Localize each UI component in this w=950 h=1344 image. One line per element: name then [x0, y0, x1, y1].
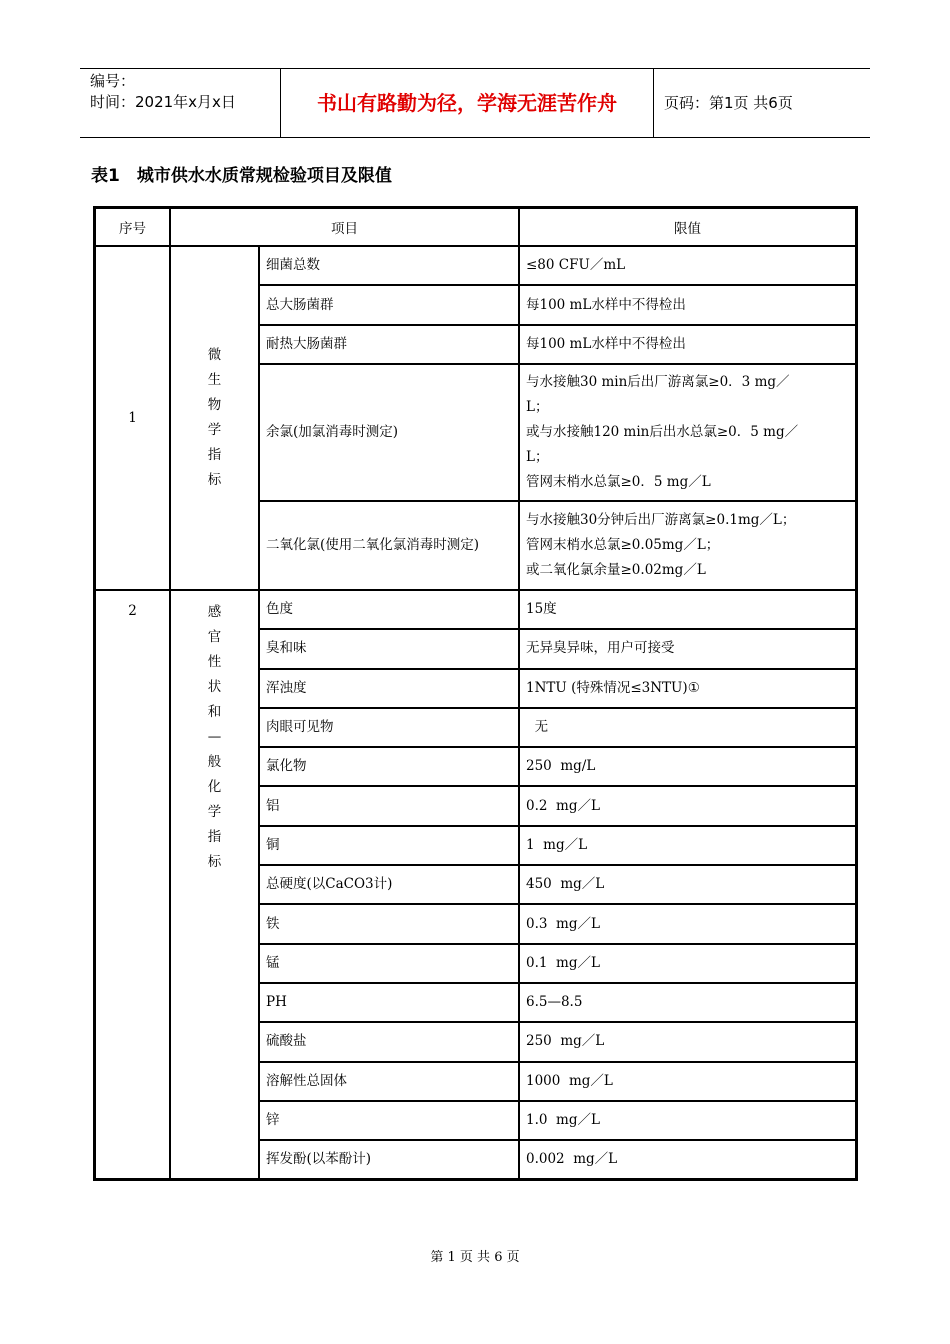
item-cell: 耐热大肠菌群 [260, 326, 520, 365]
limit-cell [520, 286, 857, 326]
header-item: 项目 [171, 209, 520, 247]
limit-cell: 6.5—8.5 [520, 984, 857, 1023]
category-cell [171, 591, 260, 1180]
item-cell: 色度 [260, 591, 520, 630]
page-footer: 第 1 页 共 6 页 [430, 1250, 520, 1265]
limit-cell: 250 mg/L [520, 748, 857, 787]
limit-line: L； [526, 449, 549, 465]
item-cell: 铜 [260, 827, 520, 866]
category-char: 标 [207, 472, 222, 488]
item-cell: 余氯(加氯消毒时测定) [260, 365, 520, 502]
table-row [96, 591, 857, 630]
header-seq: 序号 [96, 209, 171, 247]
limit-cell: 1000 mg／L [520, 1063, 857, 1102]
item-cell: 锌 [260, 1102, 520, 1141]
category-char: 官 [207, 629, 222, 645]
header-limit: 限值 [520, 209, 857, 247]
limit-cell: 1.0 mg／L [520, 1102, 857, 1141]
category-char: 和 [207, 704, 222, 720]
limit-line: 管网末梢水总氯≥0．5 mg／L [526, 474, 711, 490]
table-header-row [96, 209, 857, 247]
category-char: 化 [207, 779, 222, 795]
category-char: 微 [207, 347, 222, 363]
item-cell: 硫酸盐 [260, 1023, 520, 1062]
item-cell: 锰 [260, 945, 520, 984]
document-header [80, 68, 870, 138]
category-char: 指 [207, 829, 222, 845]
limit-cell [520, 365, 857, 502]
limit-cell [520, 502, 857, 591]
item-cell: 挥发酚(以苯酚计) [260, 1141, 520, 1180]
item-cell: 氯化物 [260, 748, 520, 787]
limit-line: 或与水接触120 min后出水总氯≥0．5 mg／ [526, 424, 799, 440]
limit-cell [520, 247, 857, 286]
category-cell [171, 247, 260, 591]
item-cell: 肉眼可见物 [260, 709, 520, 748]
limit-cell: 1NTU (特殊情况≤3NTU)① [520, 670, 857, 709]
item-cell: 总硬度(以CaCO3计) [260, 866, 520, 905]
limit-line: L； [526, 399, 549, 415]
number-label: 编号： [90, 72, 136, 90]
seq-cell: 2 [96, 591, 171, 1180]
limit-cell: 无 [520, 709, 857, 748]
item-cell: 二氧化氯(使用二氧化氯消毒时测定) [260, 502, 520, 591]
limit-cell: 1 mg／L [520, 827, 857, 866]
limit-cell: 15度 [520, 591, 857, 630]
category-char: 学 [207, 422, 222, 438]
limit-cell: 450 mg／L [520, 866, 857, 905]
time-label: 时间：2021年x月x日 [90, 93, 236, 111]
limit-cell: 0.1 mg／L [520, 945, 857, 984]
limit-line: 管网末梢水总氯≥0.05mg／L； [526, 537, 720, 553]
limit-line: 或二氧化氯余量≥0.02mg／L [526, 562, 706, 578]
item-cell: 溶解性总固体 [260, 1063, 520, 1102]
limit-line: 每100 mL水样中不得检出 [526, 336, 686, 352]
limit-line: 与水接触30 min后出厂游离氯≥0．3 mg／ [526, 374, 790, 390]
item-cell: 浑浊度 [260, 670, 520, 709]
limit-cell [520, 326, 857, 365]
item-cell: 铝 [260, 787, 520, 826]
limit-line: 每100 mL水样中不得检出 [526, 296, 686, 313]
limit-cell: 250 mg／L [520, 1023, 857, 1062]
table-caption: 表1 城市供水水质常规检验项目及限值 [91, 166, 392, 186]
item-cell: 总大肠菌群 [260, 286, 520, 326]
header-page-label: 页码：第1页 共6页 [664, 94, 793, 112]
item-cell: 臭和味 [260, 630, 520, 669]
category-char: 学 [207, 804, 222, 820]
table-row [96, 247, 857, 286]
limit-cell: 0.2 mg／L [520, 787, 857, 826]
limit-cell: 无异臭异味，用户可接受 [520, 630, 857, 669]
category-char: 物 [207, 397, 222, 413]
item-cell: 铁 [260, 905, 520, 944]
category-char: 标 [207, 854, 222, 870]
category-char: 指 [207, 447, 222, 463]
item-cell: 细菌总数 [260, 247, 520, 286]
category-char: 性 [207, 654, 222, 670]
category-char: 生 [207, 372, 222, 388]
category-char: — [207, 729, 222, 745]
seq-cell: 1 [96, 247, 171, 591]
header-motto: 书山有路勤为径，学海无涯苦作舟 [281, 69, 654, 137]
header-meta [80, 69, 281, 137]
item-cell: PH [260, 984, 520, 1023]
limit-line: ≤80 CFU／mL [526, 257, 626, 273]
category-char: 般 [207, 754, 222, 770]
category-char: 感 [207, 604, 222, 620]
category-char: 状 [207, 679, 222, 695]
limit-line: 与水接触30分钟后出厂游离氯≥0.1mg／L； [526, 512, 796, 528]
limit-cell: 0.002 mg／L [520, 1141, 857, 1180]
water-quality-table [93, 206, 858, 1181]
limit-cell: 0.3 mg／L [520, 905, 857, 944]
